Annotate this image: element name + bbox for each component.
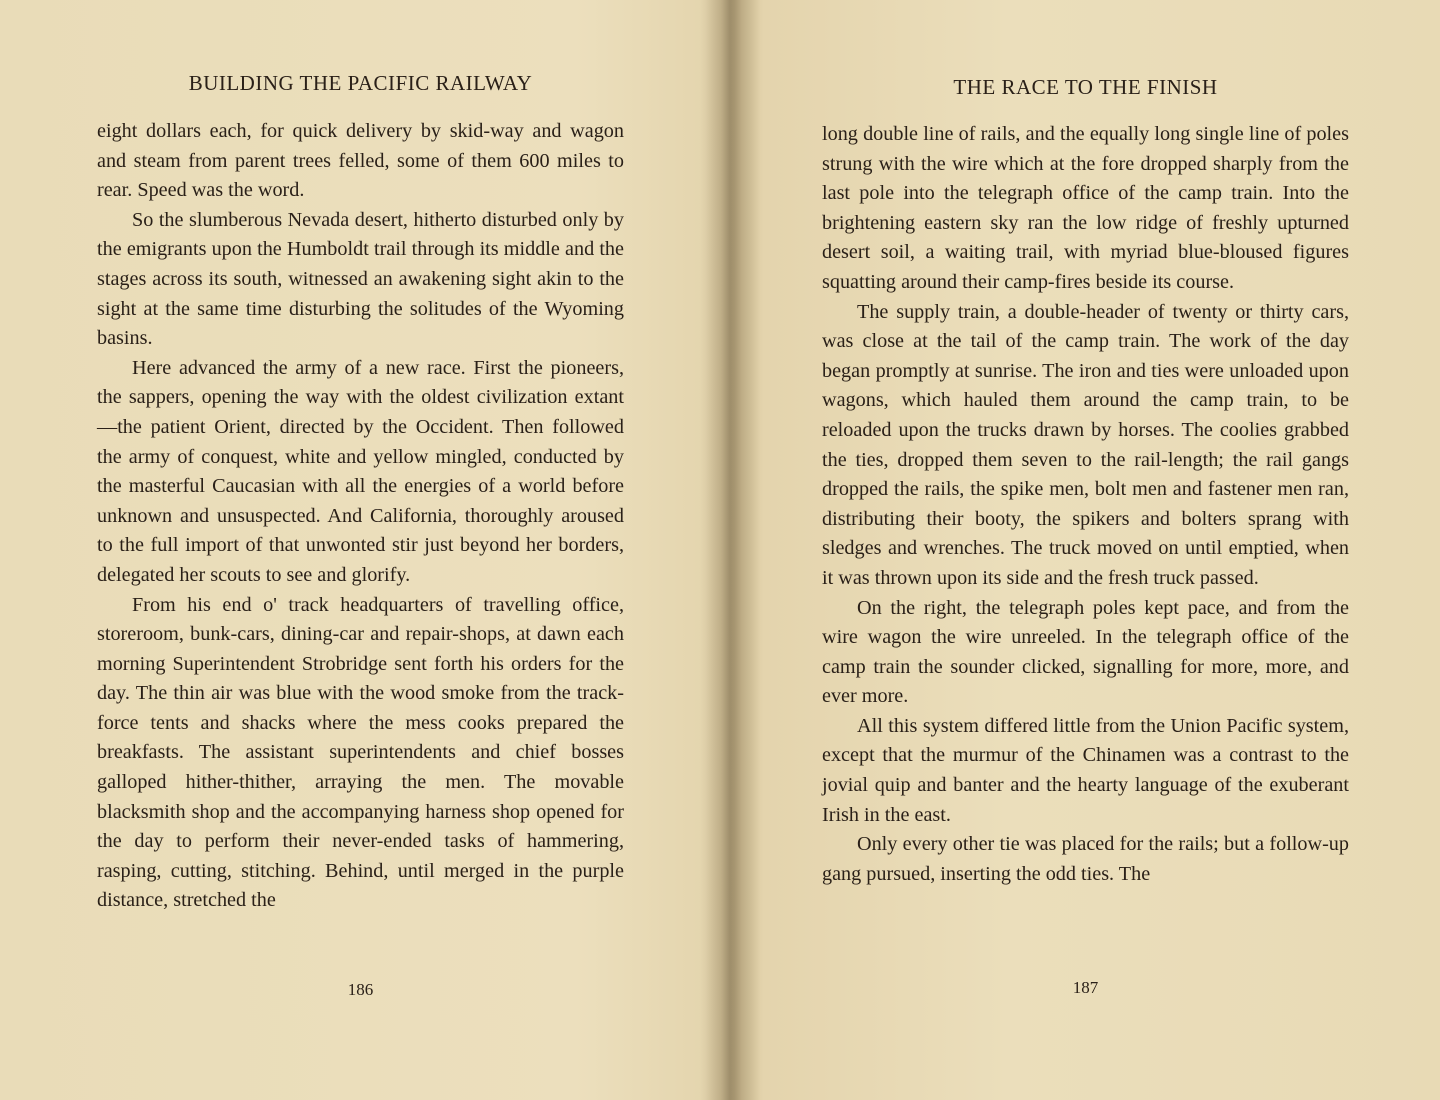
left-page-number: 186	[347, 980, 374, 999]
paragraph: Only every other tie was placed for the rails; but a follow-up gang pursued, inserting the odd ties. The	[822, 833, 1349, 885]
right-page-number: 187	[1072, 978, 1099, 997]
left-page	[97, 0, 624, 1100]
paragraph: The supply train, a double-header of twenty or thirty cars, was close at the tail of the camp train. The work of the day began promptly at sunrise. The iron and ties were unloaded upon wagons, which hauled them around the camp train, to be reloaded upon the trucks drawn by horses. The coolies grabbed the ties, dropped them seven to the rail-length; the rail gangs dropped the rails, the spike men, bolt men and fastener men ran, distributing their booty, the spikers and bolters sprang with sledges and wrenches. The truck moved on until emptied, when it was thrown upon its side and the fresh truck passed.	[822, 300, 1349, 589]
right-running-head: THE RACE TO THE FINISH	[953, 75, 1218, 99]
paragraph: On the right, the telegraph poles kept pace, and from the wire wagon the wire unreeled. In the telegraph office of the camp train the sounder clicked, signalling for more, more, and ever more.	[822, 596, 1349, 708]
paragraph: eight dollars each, for quick delivery by skid-way and wagon and steam from parent trees felled, some of them 600 miles to rear. Speed was the word.	[97, 120, 624, 202]
left-running-head: BUILDING THE PACIFIC RAILWAY	[188, 71, 533, 95]
paragraph: All this system differed little from the Union Pacific system, except that the murmur of the Chinamen was a contrast to the jovial quip and banter and the hearty language of the exuberant Irish in the east.	[822, 714, 1349, 826]
paragraph: long double line of rails, and the equally long single line of poles strung with the wire which at the fore dropped sharply from the last pole into the telegraph office of the camp train. Into the brightening eastern sky ran the low ridge of freshly upturned desert soil, a waiting trail, with myriad blue-bloused figures squatting around their camp-fires beside its course.	[822, 123, 1349, 293]
right-page	[822, 0, 1349, 1100]
left-body-text	[97, 117, 624, 916]
book-gutter	[700, 0, 760, 1100]
paragraph: So the slumberous Nevada desert, hitherto disturbed only by the emigrants upon the Humboldt trail through its middle and the stages across its south, witnessed an awakening sight akin to the sight at the same time disturbing the solitudes of the Wyoming basins.	[97, 208, 624, 350]
paragraph: From his end o' track headquarters of travelling office, storeroom, bunk-cars, dining-car and repair-shops, at dawn each morning Superintendent Strobridge sent forth his orders for the day. The thin air was blue with the wood smoke from the track-force tents and shacks where the mess cooks prepared the breakfasts. The assistant superintendents and chief bosses galloped hither-thither, arraying the men. The movable blacksmith shop and the accompanying harness shop opened for the day to perform their never-ended tasks of hammering, rasping, cutting, stitching. Behind, until merged in the purple distance, stretched the	[97, 593, 624, 912]
paragraph: Here advanced the army of a new race. First the pioneers, the sappers, opening the way with the oldest civilization extant—the patient Orient, directed by the Occident. Then followed the army of conquest, white and yellow mingled, conducted by the masterful Caucasian with all the energies of a world before unknown and unsuspected. And California, thoroughly aroused to the full import of that unwonted stir just beyond her borders, delegated her scouts to see and glorify.	[97, 356, 624, 586]
right-body-text	[822, 120, 1349, 889]
